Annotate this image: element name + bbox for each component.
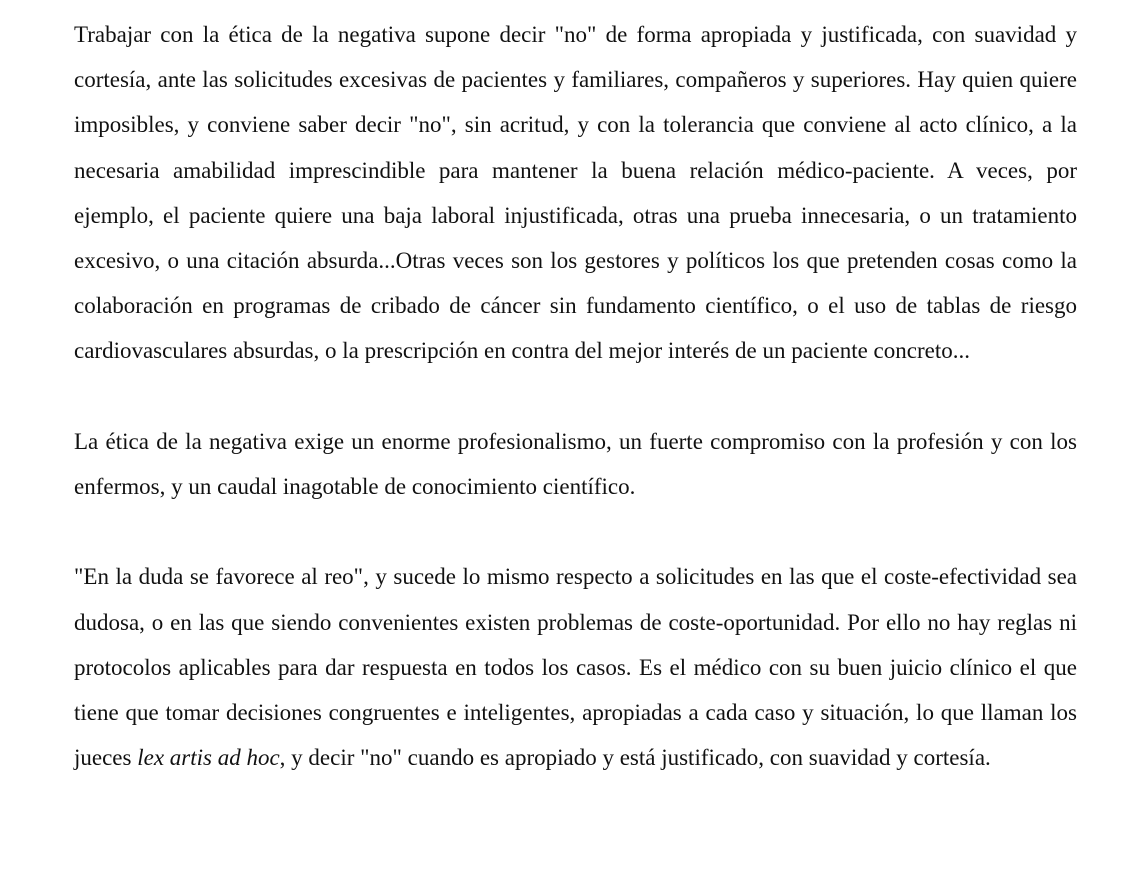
paragraph-3	[74, 554, 1077, 780]
document-page	[74, 12, 1077, 780]
paragraph-3-text-start: "En la duda se favorece al reo", y sucede lo mismo respecto a solicitudes en las que el coste-efectividad sea dudosa, o en las que siendo convenientes existen problemas de coste-oportunidad. Por ello no hay reglas ni protocolos aplicables para dar respuesta en todos los casos. Es el médico con su buen juicio clínico el que tiene que tomar decisiones congruentes e inteligentes, apropiadas a cada caso y situación, lo que llaman los jueces	[74, 564, 1077, 771]
paragraph-1: Trabajar con la ética de la negativa supone decir "no" de forma apropiada y justificada, con suavidad y cortesía, ante las solicitudes excesivas de pacientes y familiares, compañeros y superiores. Hay quien quiere imposibles, y conviene saber decir "no", sin acritud, y con la tolerancia que conviene al acto clínico, a la necesaria amabilidad imprescindible para mantener la buena relación médico-paciente. A veces, por ejemplo, el paciente quiere una baja laboral injustificada, otras una prueba innecesaria, o un tratamiento excesivo, o una citación absurda...Otras veces son los gestores y políticos los que pretenden cosas como la colaboración en programas de cribado de cáncer sin fundamento científico, o el uso de tablas de riesgo cardiovasculares absurdas, o la prescripción en contra del mejor interés de un paciente concreto...	[74, 22, 1077, 364]
paragraph-2: La ética de la negativa exige un enorme profesionalismo, un fuerte compromiso con la profesión y con los enfermos, y un caudal inagotable de conocimiento científico.	[74, 428, 1077, 500]
paragraph-3-text-end: , y decir "no" cuando es apropiado y está justificado, con suavidad y cortesía.	[279, 745, 991, 771]
paragraph-3-latin-term: lex artis ad hoc	[137, 745, 280, 771]
